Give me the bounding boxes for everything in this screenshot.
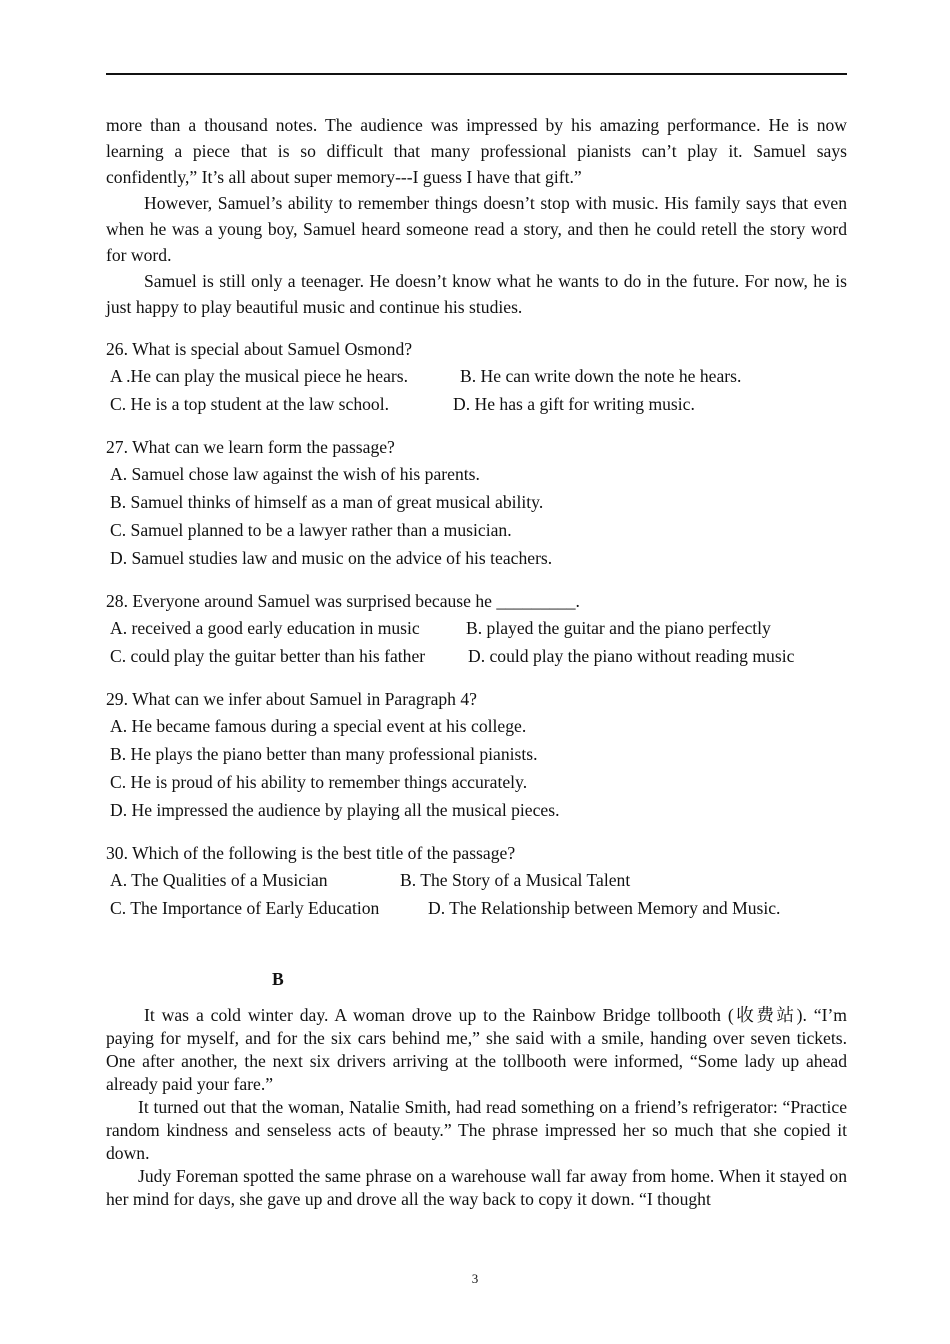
question-30 — [106, 840, 847, 922]
option-a[interactable]: A. received a good early education in music — [110, 618, 420, 638]
option-row — [106, 390, 847, 418]
option-row — [106, 362, 847, 390]
question-stem: 29. What can we infer about Samuel in Paragraph 4? — [106, 689, 477, 709]
option-row — [106, 866, 847, 894]
option-a[interactable]: A. The Qualities of a Musician — [110, 870, 328, 890]
option-c[interactable]: C. Samuel planned to be a lawyer rather than a musician. — [110, 520, 512, 540]
option-d[interactable]: D. He has a gift for writing music. — [453, 394, 695, 414]
passage-a-paragraph: Samuel is still only a teenager. He doesn’t know what he wants to do in the future. For now, he is just happy to play beautiful music and continue his studies. — [106, 271, 847, 317]
passage-b-paragraph: Judy Foreman spotted the same phrase on a warehouse wall far away from home. When it stayed on her mind for days, she gave up and drove all the way back to copy it down. “I thought — [106, 1166, 847, 1209]
header-rule — [106, 73, 847, 75]
passage-b-paragraph: It was a cold winter day. A woman drove up to the Rainbow Bridge tollbooth (收费站). “I’m paying for myself, and for the six cars behind me,” she said with a smile, handing over seven tickets. One after another, the next six drivers arriving at the tollbooth were informed, “Some lady up ahead already paid your fare.” — [106, 1005, 847, 1094]
option-row — [106, 894, 847, 922]
option-a[interactable]: A. He became famous during a special event at his college. — [110, 716, 527, 736]
option-b[interactable]: B. He can write down the note he hears. — [460, 366, 742, 386]
passage-a-continuation — [106, 112, 847, 320]
question-stem: 27. What can we learn form the passage? — [106, 437, 395, 457]
question-26 — [106, 336, 847, 418]
question-stem: 28. Everyone around Samuel was surprised because he _________. — [106, 591, 580, 611]
question-27 — [106, 434, 847, 572]
option-c[interactable]: C. could play the guitar better than his father — [110, 646, 426, 666]
option-row — [106, 614, 847, 642]
option-row — [106, 642, 847, 670]
option-b[interactable]: B. Samuel thinks of himself as a man of great musical ability. — [110, 492, 544, 512]
passage-a-paragraph: more than a thousand notes. The audience was impressed by his amazing performance. He is now learning a piece that is so difficult that many professional pianists can’t play it. Samuel says confidently,” It’s all about super memory---I guess I have that gift.” — [106, 115, 847, 187]
question-stem: 30. Which of the following is the best title of the passage? — [106, 843, 516, 863]
question-29 — [106, 686, 847, 824]
question-28 — [106, 588, 847, 670]
option-c[interactable]: C. He is a top student at the law school. — [110, 394, 390, 414]
question-stem: 26. What is special about Samuel Osmond? — [106, 339, 413, 359]
option-b[interactable]: B. played the guitar and the piano perfectly — [466, 618, 771, 638]
option-d[interactable]: D. The Relationship between Memory and Music. — [428, 898, 781, 918]
option-a[interactable]: A. Samuel chose law against the wish of his parents. — [110, 464, 480, 484]
option-d[interactable]: D. He impressed the audience by playing all the musical pieces. — [110, 800, 560, 820]
section-b-heading: B — [272, 969, 284, 989]
passage-a-paragraph: However, Samuel’s ability to remember things doesn’t stop with music. His family says that even when he was a young boy, Samuel heard someone read a story, and then he could retell the story word for word. — [106, 193, 847, 265]
option-b[interactable]: B. The Story of a Musical Talent — [400, 870, 631, 890]
page-number: 3 — [471, 1271, 479, 1286]
passage-b — [106, 1004, 847, 1211]
option-d[interactable]: D. Samuel studies law and music on the advice of his teachers. — [110, 548, 553, 568]
option-b[interactable]: B. He plays the piano better than many professional pianists. — [110, 744, 538, 764]
option-a[interactable]: A .He can play the musical piece he hears. — [110, 366, 408, 386]
option-d[interactable]: D. could play the piano without reading music — [468, 646, 795, 666]
page-content — [106, 112, 847, 1211]
option-c[interactable]: C. He is proud of his ability to remember things accurately. — [110, 772, 528, 792]
passage-b-paragraph: It turned out that the woman, Natalie Smith, had read something on a friend’s refrigerator: “Practice random kindness and senseless acts of beauty.” The phrase impressed her so much that she copied it down. — [106, 1097, 847, 1163]
option-c[interactable]: C. The Importance of Early Education — [110, 898, 380, 918]
